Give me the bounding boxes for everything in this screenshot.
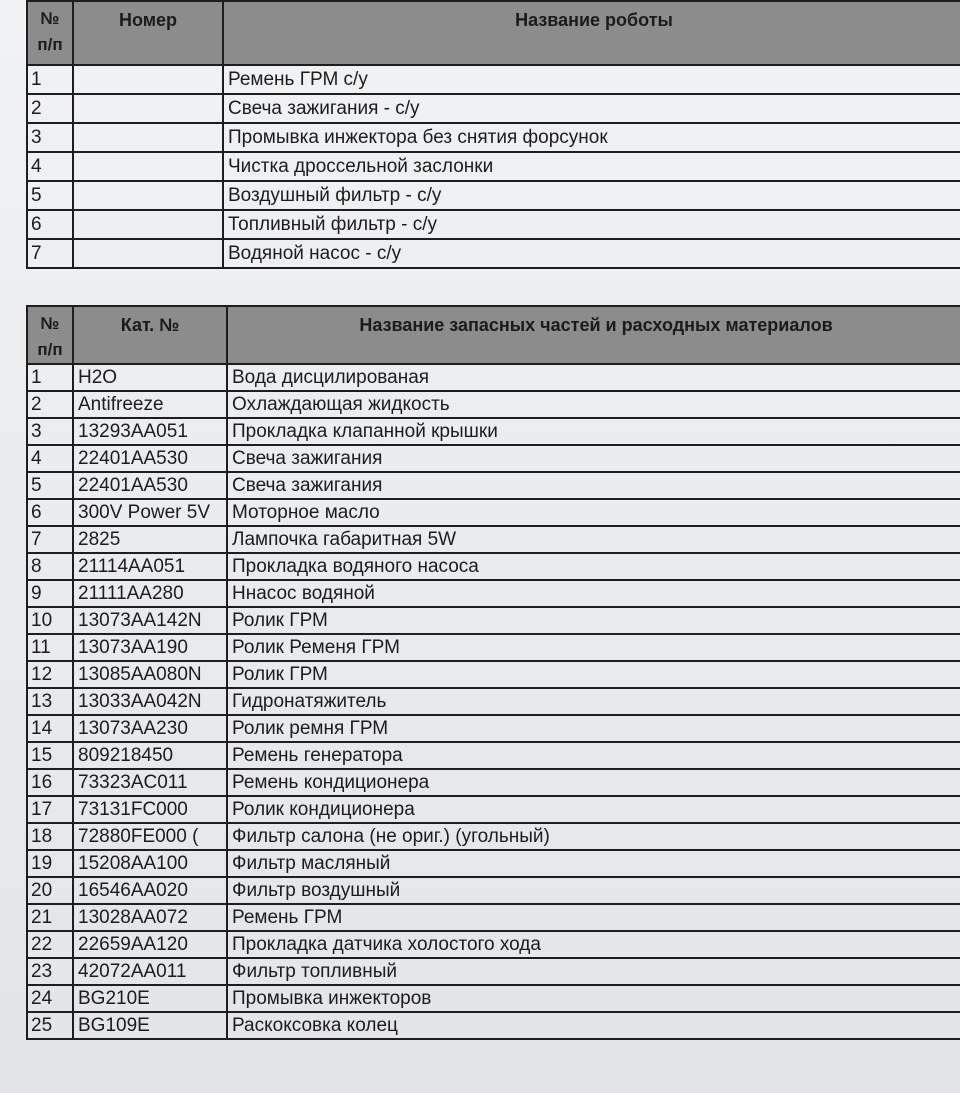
- cell-n: 20: [27, 877, 73, 904]
- cell-name: Вода дисцилированая: [227, 364, 960, 391]
- table-row: [27, 904, 960, 931]
- cell-n: 6: [27, 499, 73, 526]
- cell-code: 13085AA080N: [73, 661, 227, 688]
- table-row: [27, 123, 960, 152]
- works-table-body: [27, 65, 960, 268]
- cell-code: 73131FC000: [73, 796, 227, 823]
- table-row: [27, 823, 960, 850]
- cell-name: Воздушный фильтр - с/у: [223, 181, 960, 210]
- table-row: [27, 472, 960, 499]
- cell-code: 22401AA530: [73, 445, 227, 472]
- table-row: [27, 152, 960, 181]
- cell-name: Фильтр салона (не ориг.) (угольный): [227, 823, 960, 850]
- table-row: [27, 580, 960, 607]
- cell-name: Фильтр масляный: [227, 850, 960, 877]
- cell-code: 21114AA051: [73, 553, 227, 580]
- cell-name: Ремень генератора: [227, 742, 960, 769]
- table-row: [27, 958, 960, 985]
- cell-n: 16: [27, 769, 73, 796]
- cell-n: 1: [27, 65, 73, 94]
- table-row: [27, 391, 960, 418]
- cell-code: 72880FE000 (: [73, 823, 227, 850]
- cell-n: 15: [27, 742, 73, 769]
- table-row: [27, 210, 960, 239]
- works-table-header: [27, 1, 960, 65]
- cell-code: BG109E: [73, 1012, 227, 1039]
- table-row: [27, 181, 960, 210]
- cell-code: [73, 94, 223, 123]
- cell-n: 7: [27, 526, 73, 553]
- table-row: [27, 1012, 960, 1039]
- cell-code: 15208AA100: [73, 850, 227, 877]
- table-row: [27, 715, 960, 742]
- works-header-name: Название роботы: [223, 1, 960, 65]
- table-row: [27, 877, 960, 904]
- cell-n: 23: [27, 958, 73, 985]
- works-header-code: Номер: [73, 1, 223, 65]
- cell-name: Фильтр топливный: [227, 958, 960, 985]
- cell-n: 2: [27, 391, 73, 418]
- cell-name: Промывка инжектора без снятия форсунок: [223, 123, 960, 152]
- cell-name: Прокладка клапанной крышки: [227, 418, 960, 445]
- cell-n: 6: [27, 210, 73, 239]
- cell-name: Ролик ремня ГРМ: [227, 715, 960, 742]
- parts-table-header: [27, 306, 960, 364]
- cell-n: 9: [27, 580, 73, 607]
- cell-name: Промывка инжекторов: [227, 985, 960, 1012]
- table-row: [27, 607, 960, 634]
- cell-name: Свеча зажигания - с/у: [223, 94, 960, 123]
- table-row: [27, 94, 960, 123]
- cell-code: 13073AA142N: [73, 607, 227, 634]
- cell-n: 12: [27, 661, 73, 688]
- cell-n: 8: [27, 553, 73, 580]
- parts-header-name: Название запасных частей и расходных материалов: [227, 306, 960, 364]
- cell-name: Ремень ГРМ: [227, 904, 960, 931]
- table-row: [27, 796, 960, 823]
- cell-n: 18: [27, 823, 73, 850]
- cell-code: 16546AA020: [73, 877, 227, 904]
- cell-code: 13033AA042N: [73, 688, 227, 715]
- cell-n: 17: [27, 796, 73, 823]
- cell-code: 13028AA072: [73, 904, 227, 931]
- parts-header-num-line1: №: [40, 314, 60, 333]
- cell-name: Моторное масло: [227, 499, 960, 526]
- table-row: [27, 985, 960, 1012]
- cell-code: [73, 239, 223, 268]
- cell-name: Свеча зажигания: [227, 445, 960, 472]
- table-row: [27, 65, 960, 94]
- cell-n: 4: [27, 445, 73, 472]
- table-row: [27, 688, 960, 715]
- cell-code: 42072AA011: [73, 958, 227, 985]
- cell-n: 3: [27, 123, 73, 152]
- cell-code: 2825: [73, 526, 227, 553]
- table-row: [27, 742, 960, 769]
- cell-code: 13073AA230: [73, 715, 227, 742]
- cell-name: Лампочка габаритная 5W: [227, 526, 960, 553]
- cell-n: 19: [27, 850, 73, 877]
- table-row: [27, 445, 960, 472]
- cell-code: [73, 123, 223, 152]
- parts-header-num: [27, 306, 73, 364]
- cell-n: 11: [27, 634, 73, 661]
- cell-n: 7: [27, 239, 73, 268]
- table-row: [27, 769, 960, 796]
- table-row: [27, 661, 960, 688]
- cell-name: Чистка дроссельной заслонки: [223, 152, 960, 181]
- parts-header-code: Кат. №: [73, 306, 227, 364]
- table-row: [27, 239, 960, 268]
- works-header-num-line1: №: [40, 9, 60, 28]
- cell-name: Ремень кондиционера: [227, 769, 960, 796]
- cell-name: Ролик ГРМ: [227, 661, 960, 688]
- cell-n: 5: [27, 181, 73, 210]
- cell-code: 73323AC011: [73, 769, 227, 796]
- table-row: [27, 634, 960, 661]
- cell-n: 5: [27, 472, 73, 499]
- cell-name: Свеча зажигания: [227, 472, 960, 499]
- table-row: [27, 526, 960, 553]
- cell-n: 1: [27, 364, 73, 391]
- cell-n: 24: [27, 985, 73, 1012]
- cell-n: 22: [27, 931, 73, 958]
- cell-name: Гидронатяжитель: [227, 688, 960, 715]
- works-header-num: [27, 1, 73, 65]
- cell-name: Ролик ГРМ: [227, 607, 960, 634]
- cell-name: Охлаждающая жидкость: [227, 391, 960, 418]
- cell-code: BG210E: [73, 985, 227, 1012]
- parts-table: [26, 305, 960, 1040]
- cell-code: H2O: [73, 364, 227, 391]
- cell-code: Antifreeze: [73, 391, 227, 418]
- table-row: [27, 931, 960, 958]
- cell-code: 21111AA280: [73, 580, 227, 607]
- cell-code: 300V Power 5V: [73, 499, 227, 526]
- works-header-num-line2: п/п: [37, 35, 63, 54]
- table-row: [27, 553, 960, 580]
- cell-code: [73, 181, 223, 210]
- table-row: [27, 418, 960, 445]
- cell-n: 2: [27, 94, 73, 123]
- cell-name: Ролик кондиционера: [227, 796, 960, 823]
- table-row: [27, 499, 960, 526]
- cell-n: 25: [27, 1012, 73, 1039]
- cell-name: Раскоксовка колец: [227, 1012, 960, 1039]
- cell-n: 3: [27, 418, 73, 445]
- cell-name: Прокладка датчика холостого хода: [227, 931, 960, 958]
- cell-n: 14: [27, 715, 73, 742]
- table-row: [27, 364, 960, 391]
- cell-name: Ннасос водяной: [227, 580, 960, 607]
- parts-table-body: [27, 364, 960, 1039]
- cell-code: 22401AA530: [73, 472, 227, 499]
- cell-name: Ролик Ременя ГРМ: [227, 634, 960, 661]
- cell-code: [73, 152, 223, 181]
- cell-name: Фильтр воздушный: [227, 877, 960, 904]
- cell-code: 809218450: [73, 742, 227, 769]
- cell-code: 22659AA120: [73, 931, 227, 958]
- cell-code: 13073AA190: [73, 634, 227, 661]
- table-row: [27, 850, 960, 877]
- cell-code: [73, 65, 223, 94]
- cell-n: 4: [27, 152, 73, 181]
- parts-header-num-line2: п/п: [37, 340, 63, 359]
- cell-name: Водяной насос - с/у: [223, 239, 960, 268]
- cell-code: [73, 210, 223, 239]
- cell-n: 13: [27, 688, 73, 715]
- cell-n: 10: [27, 607, 73, 634]
- cell-name: Ремень ГРМ с/у: [223, 65, 960, 94]
- cell-n: 21: [27, 904, 73, 931]
- cell-code: 13293AA051: [73, 418, 227, 445]
- cell-name: Прокладка водяного насоса: [227, 553, 960, 580]
- cell-name: Топливный фильтр - с/у: [223, 210, 960, 239]
- works-table: [26, 0, 960, 269]
